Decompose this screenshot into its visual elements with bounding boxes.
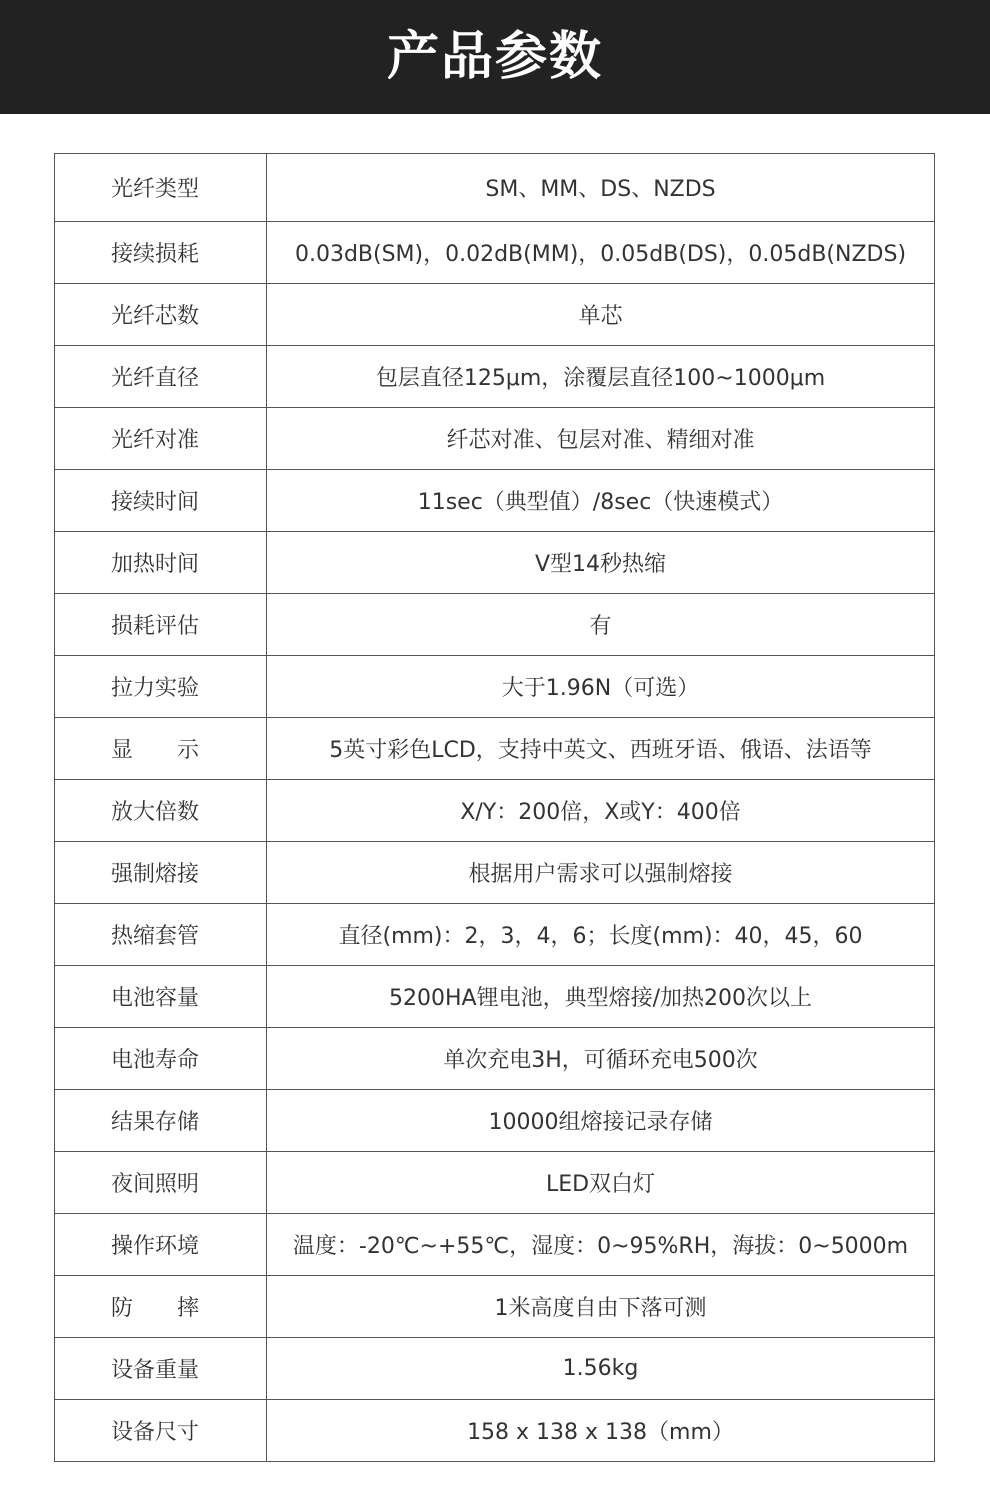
- spec-row: [55, 1028, 935, 1090]
- spec-value: 纤芯对准、包层对准、精细对准: [267, 408, 935, 470]
- spec-value: 包层直径125μm，涂覆层直径100~1000μm: [267, 346, 935, 408]
- spec-value: 大于1.96N（可选）: [267, 656, 935, 718]
- spec-row: [55, 718, 935, 780]
- spec-row: [55, 1276, 935, 1338]
- spec-row: [55, 904, 935, 966]
- spec-label: 设备重量: [55, 1338, 267, 1400]
- spec-value: V型14秒热缩: [267, 532, 935, 594]
- spec-value: 1.56kg: [267, 1338, 935, 1400]
- spec-row: [55, 408, 935, 470]
- spec-value: 5英寸彩色LCD，支持中英文、西班牙语、俄语、法语等: [267, 718, 935, 780]
- spec-label: 光纤对准: [55, 408, 267, 470]
- spec-row: [55, 1090, 935, 1152]
- spec-label: 设备尺寸: [55, 1400, 267, 1462]
- spec-value: 单芯: [267, 284, 935, 346]
- spec-row: [55, 1400, 935, 1462]
- spec-value: 根据用户需求可以强制熔接: [267, 842, 935, 904]
- spec-row: [55, 842, 935, 904]
- spec-value: 有: [267, 594, 935, 656]
- spec-label: 放大倍数: [55, 780, 267, 842]
- spec-label: 加热时间: [55, 532, 267, 594]
- spec-value: 0.03dB(SM)，0.02dB(MM)，0.05dB(DS)，0.05dB(NZDS): [267, 222, 935, 284]
- spec-value: 1米高度自由下落可测: [267, 1276, 935, 1338]
- spec-label: 光纤芯数: [55, 284, 267, 346]
- spec-label: 光纤直径: [55, 346, 267, 408]
- spec-row: [55, 780, 935, 842]
- spec-row: [55, 594, 935, 656]
- spec-row: [55, 222, 935, 284]
- spec-value: 温度：-20℃~+55℃，湿度：0~95%RH，海拔：0~5000m: [267, 1214, 935, 1276]
- spec-value: SM、MM、DS、NZDS: [267, 154, 935, 222]
- spec-value: 10000组熔接记录存储: [267, 1090, 935, 1152]
- spec-value: 直径(mm)：2，3，4，6；长度(mm)：40，45，60: [267, 904, 935, 966]
- spec-value: 158 x 138 x 138（mm）: [267, 1400, 935, 1462]
- spec-label: 操作环境: [55, 1214, 267, 1276]
- spec-value: 单次充电3H，可循环充电500次: [267, 1028, 935, 1090]
- spec-row: [55, 470, 935, 532]
- spec-row: [55, 1152, 935, 1214]
- spec-label: 夜间照明: [55, 1152, 267, 1214]
- spec-row: [55, 284, 935, 346]
- page-header: [0, 0, 990, 114]
- spec-row: [55, 966, 935, 1028]
- spec-value: X/Y：200倍，X或Y：400倍: [267, 780, 935, 842]
- spec-label: 电池寿命: [55, 1028, 267, 1090]
- spec-row: [55, 1338, 935, 1400]
- spec-label: 接续时间: [55, 470, 267, 532]
- spec-label: 拉力实验: [55, 656, 267, 718]
- spec-label: 光纤类型: [55, 154, 267, 222]
- spec-label: 损耗评估: [55, 594, 267, 656]
- spec-row: [55, 346, 935, 408]
- spec-label: 接续损耗: [55, 222, 267, 284]
- spec-row: [55, 656, 935, 718]
- spec-row: [55, 532, 935, 594]
- spec-label: 防 摔: [55, 1276, 267, 1338]
- spec-row: [55, 154, 935, 222]
- spec-label: 显 示: [55, 718, 267, 780]
- spec-value: 11sec（典型值）/8sec（快速模式）: [267, 470, 935, 532]
- spec-label: 结果存储: [55, 1090, 267, 1152]
- spec-table: [54, 153, 935, 1462]
- spec-value: 5200HA锂电池，典型熔接/加热200次以上: [267, 966, 935, 1028]
- spec-value: LED双白灯: [267, 1152, 935, 1214]
- spec-label: 强制熔接: [55, 842, 267, 904]
- spec-label: 电池容量: [55, 966, 267, 1028]
- spec-label: 热缩套管: [55, 904, 267, 966]
- page-title: 产品参数: [386, 27, 603, 87]
- spec-row: [55, 1214, 935, 1276]
